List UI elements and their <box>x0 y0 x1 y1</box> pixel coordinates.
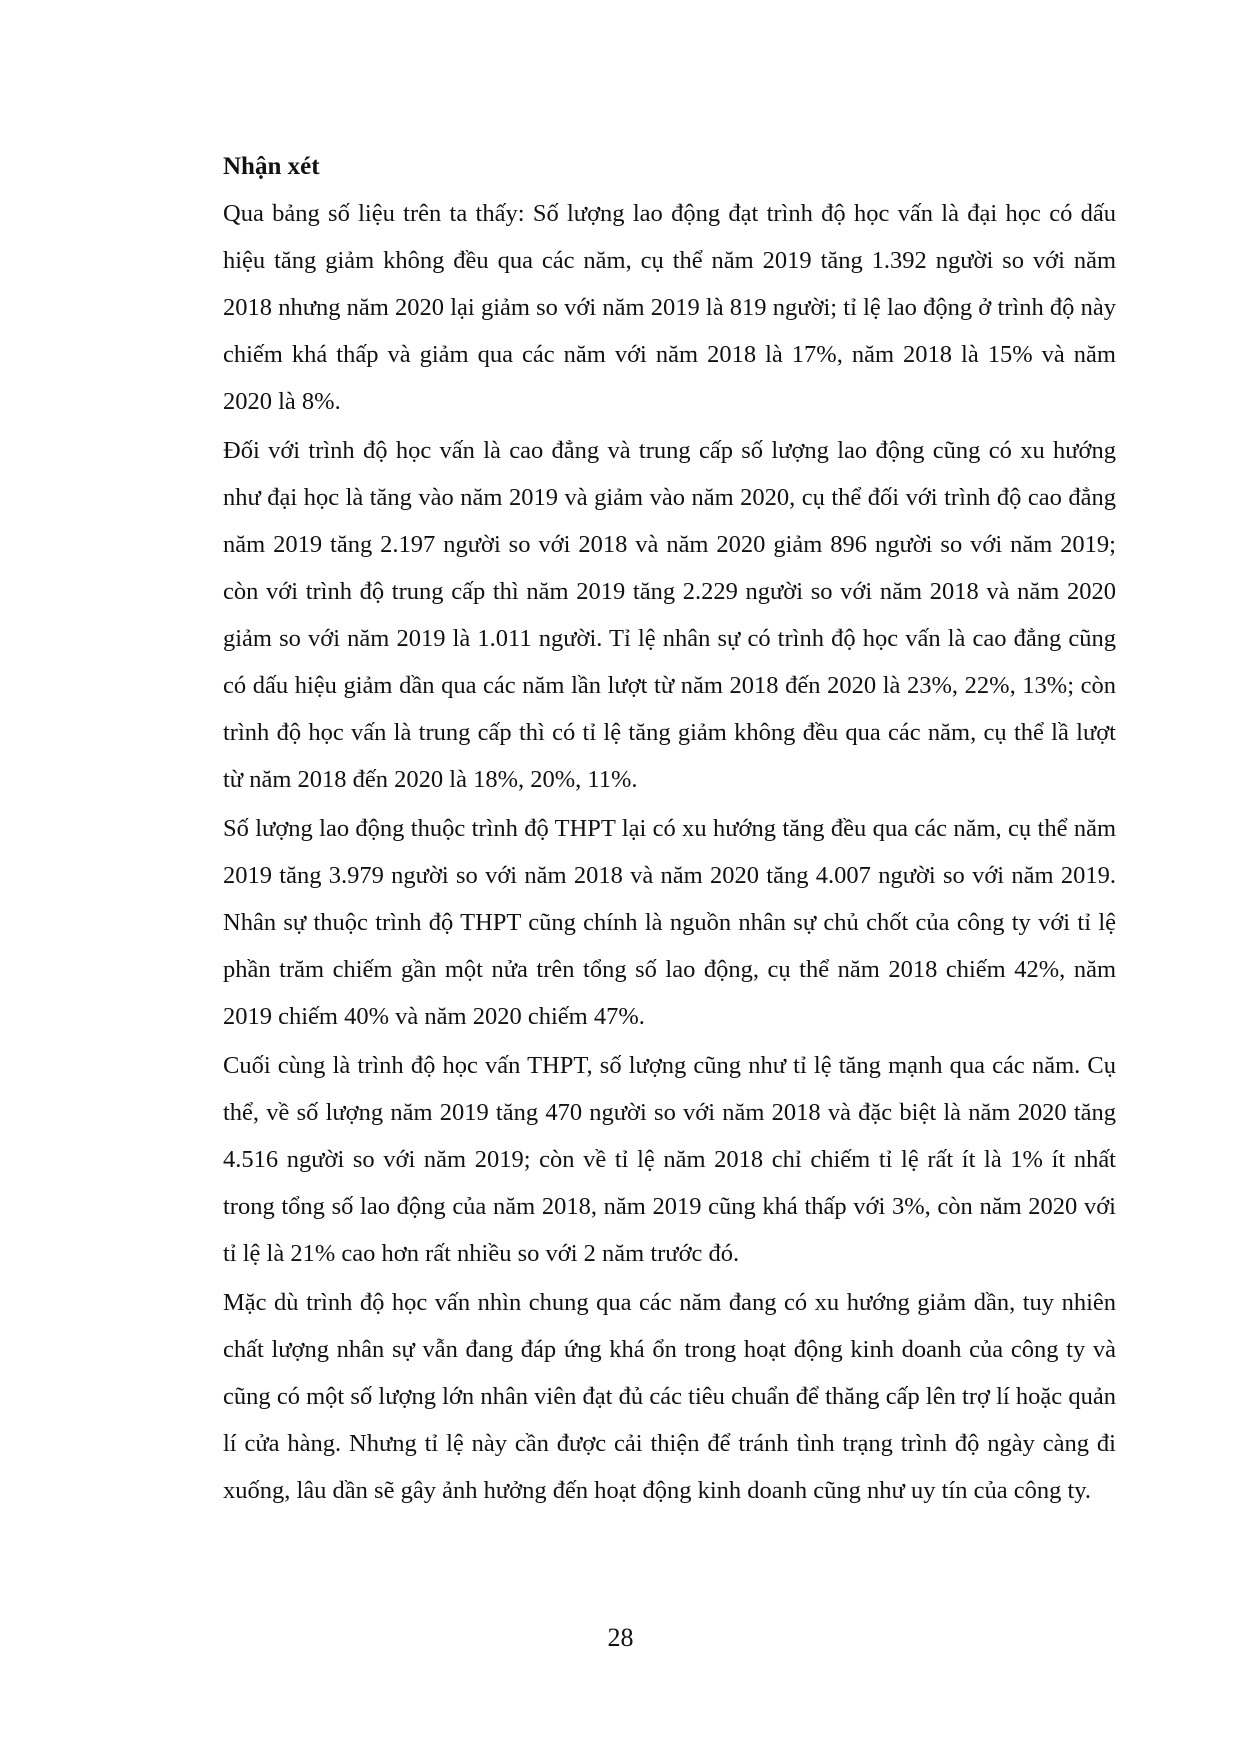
paragraph-high-school: Số lượng lao động thuộc trình độ THPT lại có xu hướng tăng đều qua các năm, cụ thể năm 2019 tăng 3.979 người so với năm 2018 và năm 2020 tăng 4.007 người so với năm 2019. Nhân sự thuộc trình độ THPT cũng chính là nguồn nhân sự chủ chốt của công ty với tỉ lệ phần trăm chiếm gần một nửa trên tổng số lao động, cụ thể năm 2018 chiếm 42%, năm 2019 chiếm 40% và năm 2020 chiếm 47%. <box>223 815 1116 1030</box>
paragraph-final-level: Cuối cùng là trình độ học vấn THPT, số lượng cũng như tỉ lệ tăng mạnh qua các năm. Cụ thể, về số lượng năm 2019 tăng 470 người so với năm 2018 và đặc biệt là năm 2020 tăng 4.516 người so với năm 2019; còn về tỉ lệ năm 2018 chỉ chiếm tỉ lệ rất ít là 1% ít nhất trong tổng số lao động của năm 2018, năm 2019 cũng khá thấp với 3%, còn năm 2020 với tỉ lệ là 21% cao hơn rất nhiều so với 2 năm trước đó. <box>223 1052 1116 1267</box>
page-number: 28 <box>607 1623 634 1652</box>
page-content <box>223 143 1116 1516</box>
paragraph-college-intermediate: Đối với trình độ học vấn là cao đẳng và trung cấp số lượng lao động cũng có xu hướng như đại học là tăng vào năm 2019 và giảm vào năm 2020, cụ thể đối với trình độ cao đẳng năm 2019 tăng 2.197 người so với 2018 và năm 2020 giảm 896 người so với năm 2019; còn với trình độ trung cấp thì năm 2019 tăng 2.229 người so với năm 2018 và năm 2020 giảm so với năm 2019 là 1.011 người. Tỉ lệ nhân sự có trình độ học vấn là cao đẳng cũng có dấu hiệu giảm dần qua các năm lần lượt từ năm 2018 đến 2020 là 23%, 22%, 13%; còn trình độ học vấn là trung cấp thì có tỉ lệ tăng giảm không đều qua các năm, cụ thể lầ lượt từ năm 2018 đến 2020 là 18%, 20%, 11%. <box>223 437 1116 793</box>
paragraph-university: Qua bảng số liệu trên ta thấy: Số lượng lao động đạt trình độ học vấn là đại học có dấu hiệu tăng giảm không đều qua các năm, cụ thể năm 2019 tăng 1.392 người so với năm 2018 nhưng năm 2020 lại giảm so với năm 2019 là 819 người; tỉ lệ lao động ở trình độ này chiếm khá thấp và giảm qua các năm với năm 2018 là 17%, năm 2018 là 15% và năm 2020 là 8%. <box>223 200 1116 415</box>
section-heading: Nhận xét <box>223 153 320 180</box>
paragraph-conclusion: Mặc dù trình độ học vấn nhìn chung qua các năm đang có xu hướng giảm dần, tuy nhiên chất lượng nhân sự vẫn đang đáp ứng khá ổn trong hoạt động kinh doanh của công ty và cũng có một số lượng lớn nhân viên đạt đủ các tiêu chuẩn để thăng cấp lên trợ lí hoặc quản lí cửa hàng. Nhưng tỉ lệ này cần được cải thiện để tránh tình trạng trình độ ngày càng đi xuống, lâu dần sẽ gây ảnh hưởng đến hoạt động kinh doanh cũng như uy tín của công ty. <box>223 1289 1116 1504</box>
